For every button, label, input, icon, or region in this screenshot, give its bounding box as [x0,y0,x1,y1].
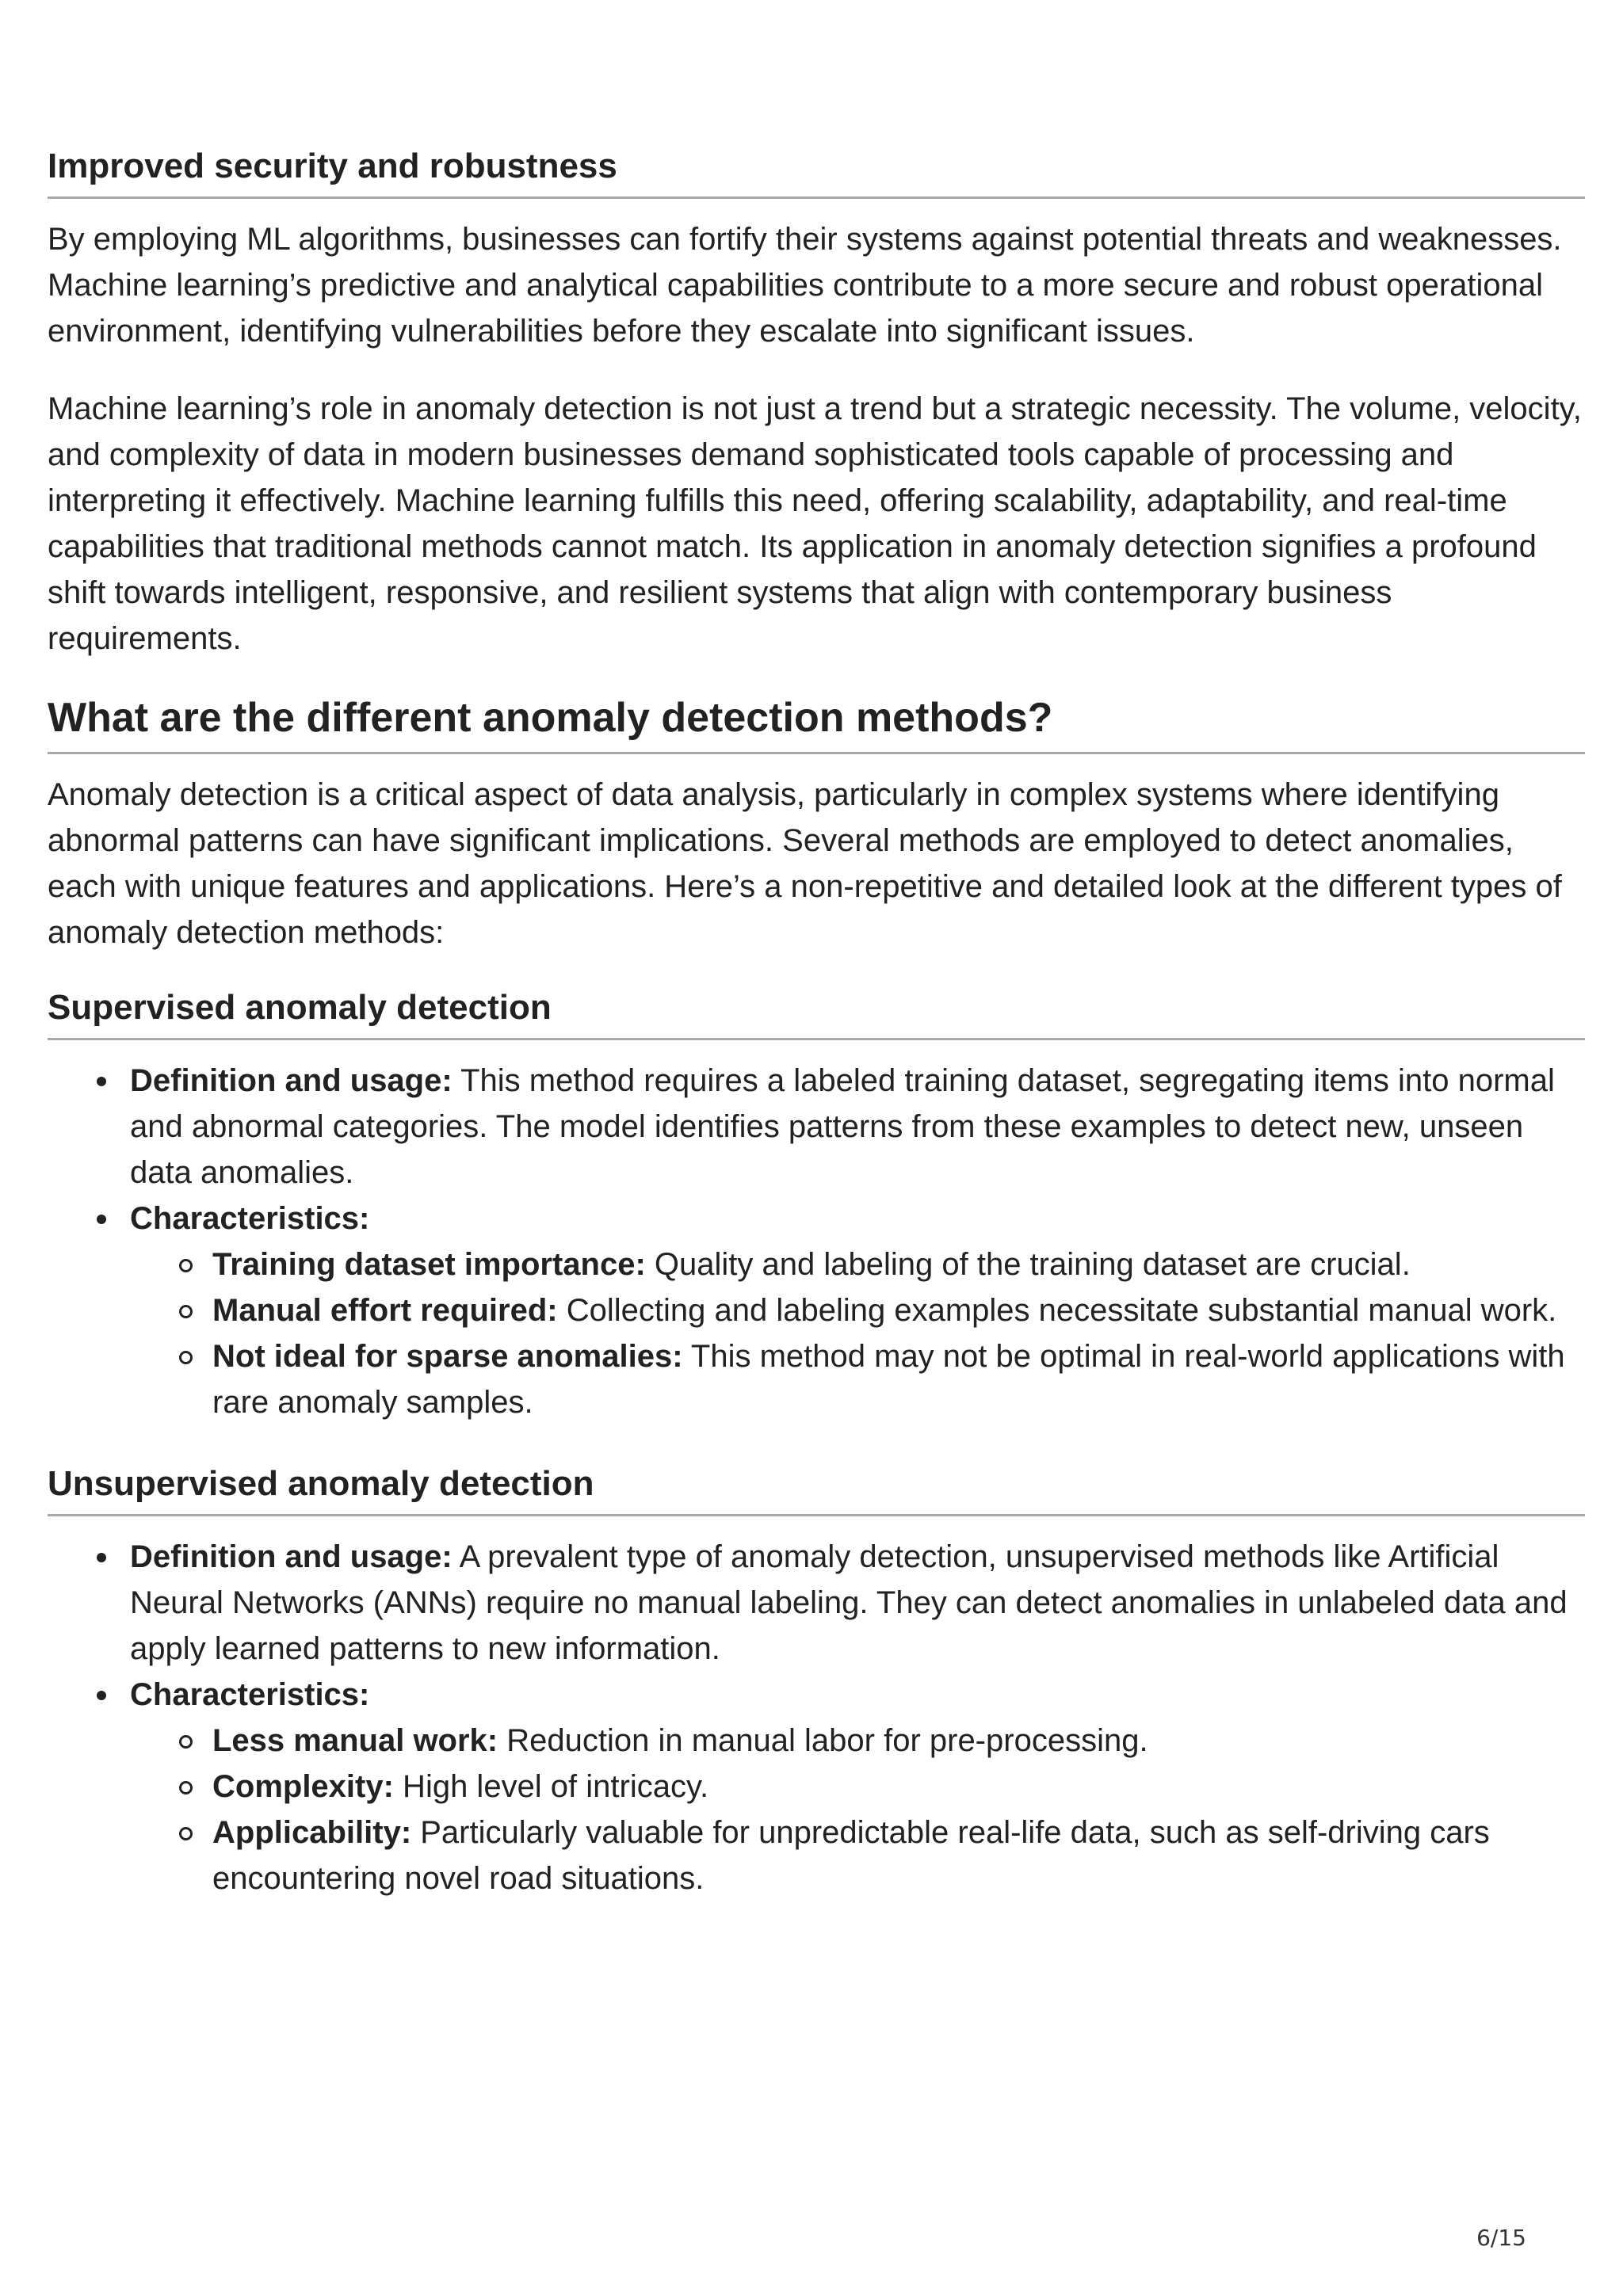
heading-methods: What are the different anomaly detection methods? [48,693,1585,754]
characteristic-label: Applicability: [212,1815,412,1850]
characteristic-label: Not ideal for sparse anomalies: [212,1339,683,1374]
supervised-list [48,1058,1585,1425]
list-item [130,1534,1585,1672]
characteristic-text: Particularly valuable for unpredictable real-life data, such as self-driving cars encountering novel road situations. [212,1815,1490,1896]
list-item [212,1333,1585,1425]
list-item [130,1196,1585,1425]
heading-unsupervised: Unsupervised anomaly detection [48,1463,1585,1516]
list-item [130,1672,1585,1901]
paragraph-security-2: Machine learning’s role in anomaly detection is not just a trend but a strategic necessity. The volume, velocity, and complexity of data in modern businesses demand sophisticated tools capable of processing and interpreting it effectively. Machine learning fulfills this need, offering scalability, adaptability, and real-time capabilities that traditional methods cannot match. Its application in anomaly detection signifies a profound shift towards intelligent, responsive, and resilient systems that align with contemporary business requirements. [48,391,1582,656]
unsupervised-definition-label: Definition and usage: [130,1539,453,1574]
list-item [212,1287,1585,1333]
list-item [212,1764,1585,1810]
list-item [130,1058,1585,1196]
characteristic-label: Less manual work: [212,1723,498,1758]
supervised-characteristics-label: Characteristics: [130,1201,370,1236]
supervised-definition-text: This method requires a labeled training dataset, segregating items into normal and abnormal categories. The model identifies patterns from these examples to detect new, unseen data anomalies. [130,1063,1555,1190]
heading-security: Improved security and robustness [48,146,1585,199]
characteristic-label: Manual effort required: [212,1293,558,1328]
characteristic-text: Quality and labeling of the training dataset are crucial. [645,1247,1411,1282]
paragraph-security-1: By employing ML algorithms, businesses can fortify their systems against potential threats and weaknesses. Machine learning’s predictive and analytical capabilities contribute to a more secure and robust operational environment, identifying vulnerabilities before they escalate into significant issues. [48,222,1562,349]
characteristic-text: Collecting and labeling examples necessitate substantial manual work. [557,1293,1557,1328]
list-item [212,1718,1585,1764]
list-item [212,1241,1585,1287]
unsupervised-characteristics-list [130,1718,1585,1901]
unsupervised-list [48,1534,1585,1901]
supervised-definition-label: Definition and usage: [130,1063,453,1098]
supervised-characteristics-list [130,1241,1585,1425]
characteristic-label: Training dataset importance: [212,1247,646,1282]
paragraph-methods: Anomaly detection is a critical aspect of data analysis, particularly in complex systems where identifying abnormal patterns can have significant implications. Several methods are employed to detect anomalies, each with unique features and applications. Here’s a non-repetitive and detailed look at the different types of anomaly detection methods: [48,777,1562,950]
list-item [212,1810,1585,1901]
unsupervised-characteristics-label: Characteristics: [130,1677,370,1712]
characteristic-text: High level of intricacy. [393,1769,709,1804]
document-page [48,146,1585,1939]
characteristic-label: Complexity: [212,1769,394,1804]
page-number: 6/15 [1476,2225,1526,2251]
unsupervised-definition-text: A prevalent type of anomaly detection, unsupervised methods like Artificial Neural Networks (ANNs) require no manual labeling. They can detect anomalies in unlabeled data and apply learned patterns to new information. [130,1539,1568,1666]
characteristic-text: This method may not be optimal in real-world applications with rare anomaly samples. [212,1339,1565,1420]
characteristic-text: Reduction in manual labor for pre-processing. [498,1723,1148,1758]
heading-supervised: Supervised anomaly detection [48,987,1585,1040]
